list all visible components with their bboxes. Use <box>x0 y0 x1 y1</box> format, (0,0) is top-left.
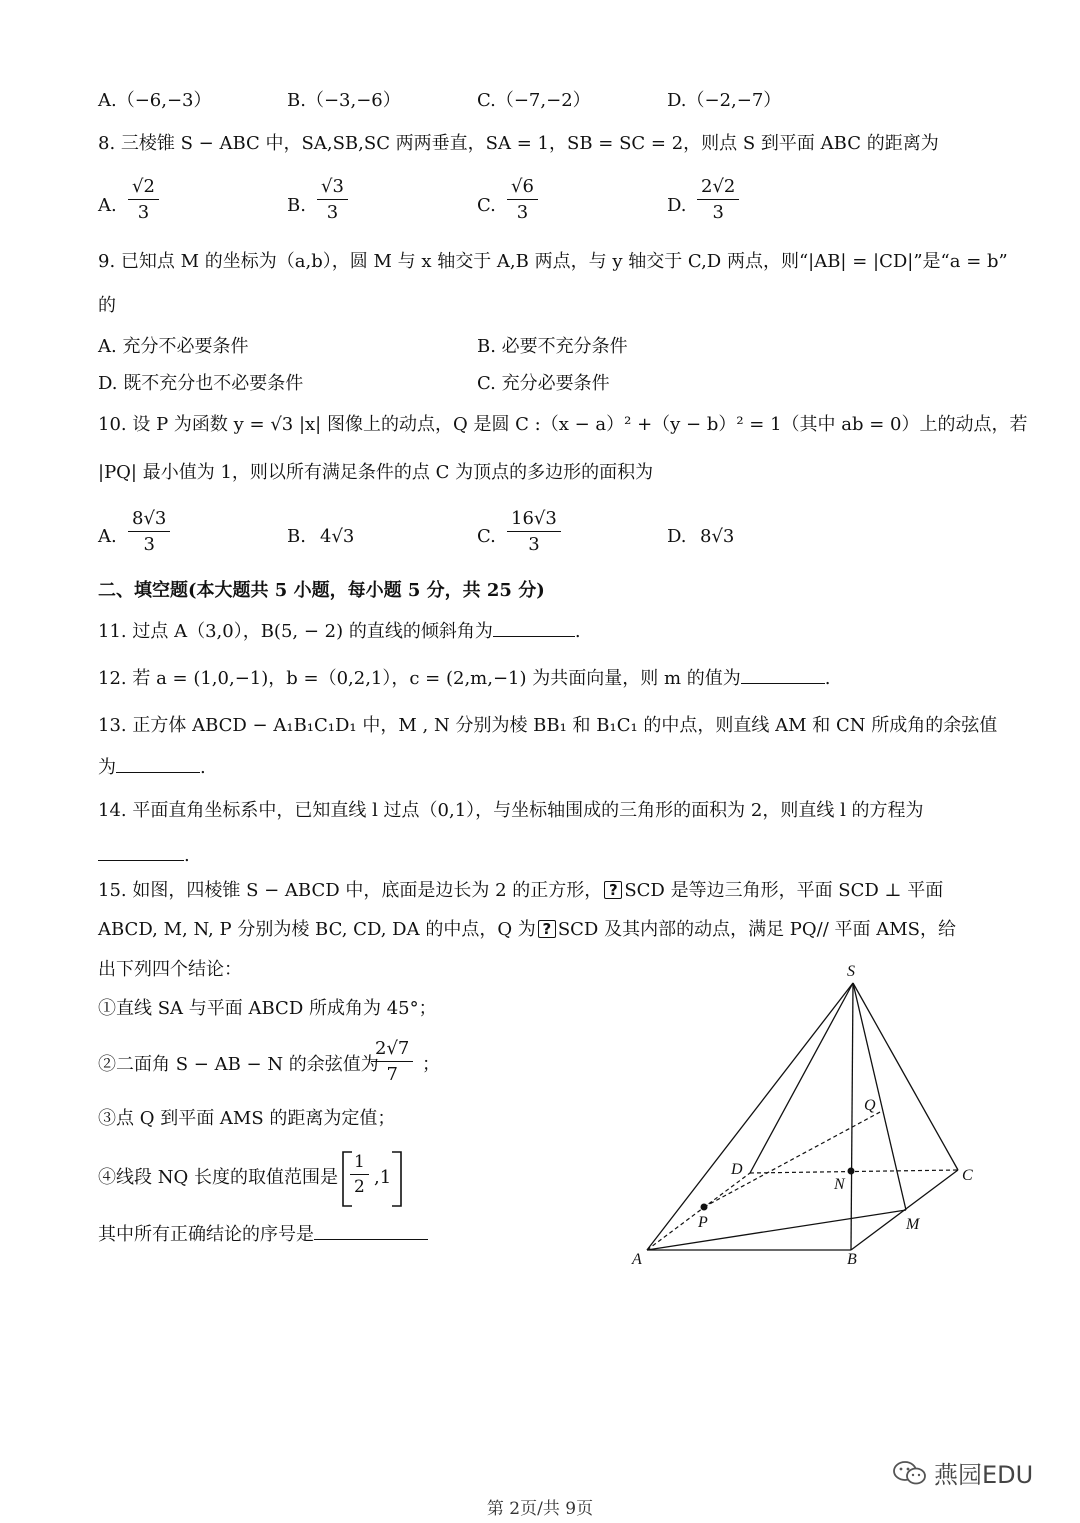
q10-option-c-fraction <box>507 508 561 555</box>
q15-conclusion-3: ③点 Q 到平面 AMS 的距离为定值； <box>98 1108 396 1129</box>
edge-sb <box>851 983 853 1250</box>
edge-sa <box>647 983 853 1250</box>
label-q: Q <box>864 1097 876 1114</box>
q10-label-a: A. <box>98 526 117 547</box>
q15-line3: 出下列四个结论： <box>98 959 242 980</box>
fraction-numerator: 2√7 <box>371 1038 413 1062</box>
edge-sd <box>750 983 853 1173</box>
label-s: S <box>847 963 855 980</box>
q7-option-d: D.（−2,−7） <box>667 90 782 111</box>
fraction-numerator: 16√3 <box>507 508 561 532</box>
missing-glyph-icon: ? <box>538 920 556 938</box>
q10-stem: 10. 设 P 为函数 y = √3 |x| 图像上的动点，Q 是圆 C :（x − a）² +（y − b）² = 1（其中 ab = 0）上的动点，若 <box>98 414 1028 435</box>
q14-line1: 14. 平面直角坐标系中，已知直线 l 过点（0,1），与坐标轴围成的三角形的面积为 2，则直线 l 的方程为 <box>98 800 924 821</box>
watermark-text: 燕园EDU <box>934 1461 1034 1489</box>
q9-option-b: B. 必要不充分条件 <box>477 336 628 357</box>
q15-line2 <box>98 919 956 941</box>
page-footer: 第 2页/共 9页 <box>486 1499 594 1519</box>
fraction-numerator: 2√2 <box>697 176 739 200</box>
q8-option-a-fraction <box>128 176 159 223</box>
q15-line1b: SCD 是等边三角形，平面 SCD ⊥ 平面 <box>624 880 944 901</box>
q12-line <box>98 668 831 690</box>
fraction-denominator: 7 <box>386 1064 398 1085</box>
wechat-icon <box>892 1459 928 1487</box>
answer-blank[interactable] <box>493 635 575 637</box>
label-m: M <box>906 1216 920 1233</box>
q9-stem-cont: 的 <box>98 295 116 316</box>
q15-conclusion-4: ④线段 NQ 长度的取值范围是 <box>98 1167 338 1188</box>
q8-option-c-fraction <box>507 176 538 223</box>
fraction-denominator: 3 <box>326 202 339 223</box>
q7-option-a: A.（−6,−3） <box>98 90 212 111</box>
fraction-numerator: √2 <box>128 176 159 200</box>
q8-label-a: A. <box>98 195 117 216</box>
label-c: C <box>962 1167 973 1184</box>
answer-blank[interactable] <box>741 682 825 684</box>
q15-c2-end: ； <box>422 1054 440 1075</box>
q10-stem-cont: |PQ| 最小值为 1，则以所有满足条件的点 C 为顶点的多边形的面积为 <box>98 462 654 483</box>
edge-sm <box>853 983 906 1210</box>
q10-option-a-fraction <box>128 508 170 555</box>
edge-sc <box>853 983 958 1170</box>
q10-option-b-value: 4√3 <box>320 526 355 547</box>
q9-stem: 9. 已知点 M 的坐标为（a,b），圆 M 与 x 轴交于 A,B 两点，与 y 轴交于 C,D 两点，则“|AB| = |CD|”是“a = b” <box>98 251 1008 272</box>
q13-line1: 13. 正方体 ABCD − A₁B₁C₁D₁ 中，M , N 分别为棱 BB₁ 和 B₁C₁ 的中点，则直线 AM 和 CN 所成角的余弦值 <box>98 715 998 736</box>
q11-line <box>98 621 581 643</box>
fraction-numerator: 8√3 <box>128 508 170 532</box>
q8-label-d: D. <box>667 195 687 216</box>
q11-text: 11. 过点 A（3,0），B(5, − 2) 的直线的倾斜角为 <box>98 621 493 642</box>
q9-option-a: A. 充分不必要条件 <box>98 336 249 357</box>
q15-line1 <box>98 880 943 902</box>
q15-conclusion-2: ②二面角 S − AB − N 的余弦值为 <box>98 1054 379 1075</box>
q10-label-b: B. <box>287 526 306 547</box>
q15-line1a: 15. 如图，四棱锥 S − ABCD 中，底面是边长为 2 的正方形， <box>98 880 603 901</box>
fraction-numerator: √6 <box>507 176 538 200</box>
point-n <box>848 1168 855 1175</box>
fraction-denominator: 2 <box>354 1177 365 1197</box>
q8-label-c: C. <box>477 195 496 216</box>
label-b: B <box>847 1251 857 1268</box>
fraction-denominator: 3 <box>143 534 155 555</box>
fraction-denominator: 3 <box>137 202 150 223</box>
q15-line2b: SCD 及其内部的动点，满足 PQ// 平面 AMS，给 <box>557 919 956 940</box>
right-bracket-icon <box>390 1150 404 1208</box>
fraction-denominator: 3 <box>516 202 529 223</box>
q8-label-b: B. <box>287 195 306 216</box>
q15-ask <box>98 1224 428 1246</box>
answer-blank[interactable] <box>314 1238 428 1240</box>
fraction-numerator: 1 <box>350 1152 369 1175</box>
period: . <box>200 757 206 778</box>
answer-blank[interactable] <box>98 859 184 861</box>
point-p <box>701 1204 708 1211</box>
q10-option-d-value: 8√3 <box>700 526 735 547</box>
fraction-denominator: 3 <box>528 534 540 555</box>
q15-line2a: ABCD, M, N, P 分别为棱 BC, CD, DA 的中点，Q 为 <box>98 919 536 940</box>
q12-text: 12. 若 a = (1,0,−1)，b =（0,2,1），c = (2,m,−1) 为共面向量，则 m 的值为 <box>98 668 741 689</box>
q15-c4-fraction <box>350 1152 369 1197</box>
q7-option-b: B.（−3,−6） <box>287 90 401 111</box>
q8-stem: 8. 三棱锥 S − ABC 中，SA,SB,SC 两两垂直，SA = 1，SB = SC = 2，则点 S 到平面 ABC 的距离为 <box>98 133 939 154</box>
segment-pq-hidden <box>704 1111 882 1207</box>
period: . <box>824 668 831 689</box>
q9-option-d: D. 既不充分也不必要条件 <box>98 373 304 394</box>
q13-text: 为 <box>98 757 116 778</box>
q8-option-d-fraction <box>697 176 739 223</box>
q14-line2 <box>98 845 190 867</box>
section-heading: 二、填空题(本大题共 5 小题，每小题 5 分，共 25 分) <box>98 580 545 601</box>
edge-am <box>647 1210 906 1250</box>
q7-option-c: C.（−7,−2） <box>477 90 591 111</box>
label-d: D <box>731 1161 743 1178</box>
fraction-denominator: 3 <box>712 202 724 223</box>
period: . <box>574 621 581 642</box>
label-n: N <box>834 1176 845 1193</box>
period: . <box>184 845 190 866</box>
pyramid-figure <box>620 958 990 1268</box>
watermark <box>892 1455 1033 1490</box>
q15-c4-end: ,1 <box>374 1167 392 1188</box>
q15-conclusion-1: ①直线 SA 与平面 ABCD 所成角为 45°； <box>98 998 437 1019</box>
edge-ad-hidden <box>647 1173 750 1250</box>
q10-label-c: C. <box>477 526 496 547</box>
missing-glyph-icon: ? <box>604 881 622 899</box>
q8-option-b-fraction <box>317 176 348 223</box>
q9-option-c: C. 充分必要条件 <box>477 373 610 394</box>
label-a: A <box>632 1251 642 1268</box>
fraction-numerator: √3 <box>317 176 348 200</box>
q15-c2-fraction <box>371 1038 413 1085</box>
q15-ask-text: 其中所有正确结论的序号是 <box>98 1224 314 1245</box>
label-p: P <box>698 1214 708 1231</box>
answer-blank[interactable] <box>116 771 200 773</box>
q13-line2 <box>98 757 206 779</box>
q10-label-d: D. <box>667 526 687 547</box>
